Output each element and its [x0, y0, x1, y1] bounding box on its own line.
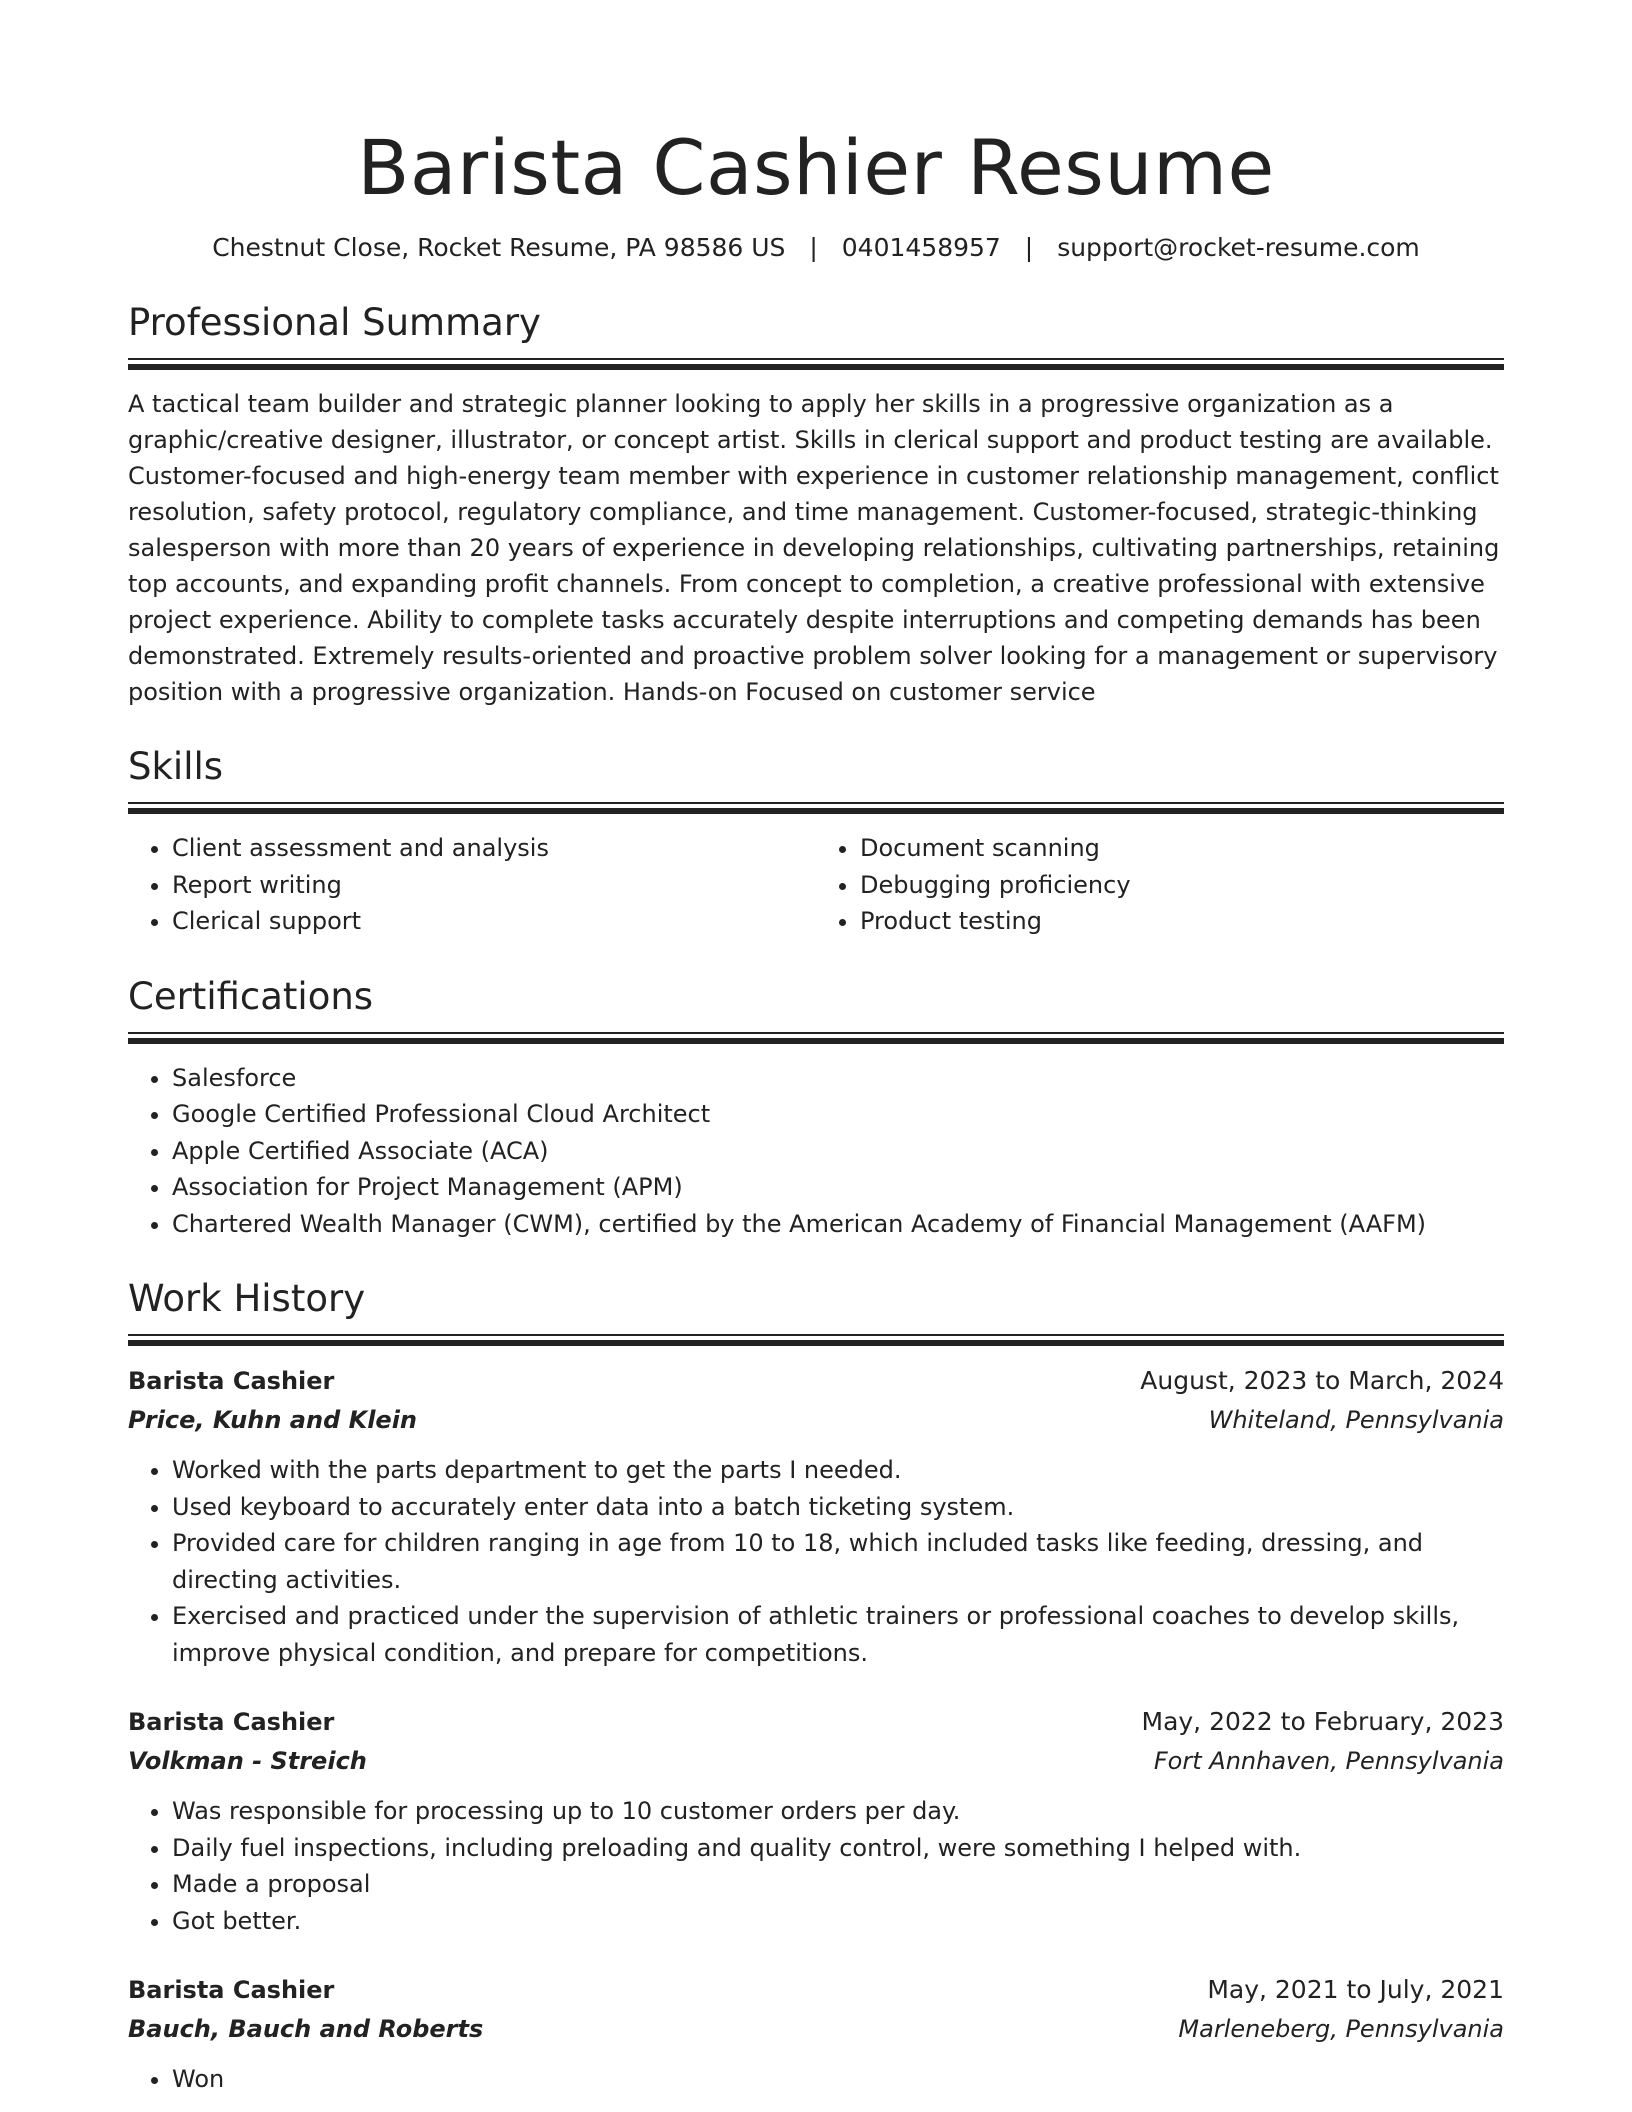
section-divider: [128, 802, 1504, 804]
job-bullet: • Was responsible for processing up to 10 customer orders per day.: [172, 1793, 1504, 1830]
certifications-list: [128, 1060, 1504, 1243]
certification-item: • Association for Project Management (APM): [172, 1169, 1504, 1206]
resume-header: [128, 0, 1504, 266]
job-bullets: [128, 1452, 1504, 1671]
skill-item: • Product testing: [860, 903, 1504, 940]
job-location: Whiteland, Pennsylvania: [1208, 1406, 1504, 1434]
job-bullets: [128, 2061, 1504, 2098]
job-dates: May, 2021 to July, 2021: [1207, 1975, 1504, 2004]
certifications-heading: Certifications: [128, 974, 374, 1018]
job-bullet: • Exercised and practiced under the supervision of athletic trainers or professional coaches to develop skills, improve physical condition, and prepare for competitions.: [172, 1598, 1504, 1671]
job-bullet: • Worked with the parts department to get the parts I needed.: [172, 1452, 1504, 1489]
job-location: Marleneberg, Pennsylvania: [1178, 2015, 1504, 2043]
job-company: Volkman - Streich: [128, 1747, 367, 1775]
certifications-section: [128, 974, 1504, 1243]
work-history-heading: Work History: [128, 1277, 366, 1320]
contact-phone: 0401458957: [841, 233, 1001, 262]
job-company-row: [128, 1400, 1504, 1440]
job-company-row: [128, 2009, 1504, 2049]
contact-email: support@rocket-resume.com: [1057, 233, 1420, 262]
certifications-items: [128, 1060, 1504, 1243]
section-divider: [128, 1334, 1504, 1336]
resume-title: Barista Cashier Resume: [357, 123, 1275, 212]
summary-body: [128, 386, 1504, 710]
job-company-row: [128, 1741, 1504, 1781]
job-title-row: [128, 1971, 1504, 2009]
job-bullet: • Won: [172, 2061, 1504, 2098]
job-entry: [128, 1703, 1504, 1939]
skill-item: • Debugging proficiency: [860, 867, 1504, 904]
job-title-row: [128, 1362, 1504, 1400]
skills-list: [128, 830, 1504, 940]
job-entry: [128, 1971, 1504, 2098]
skill-item: • Client assessment and analysis: [172, 830, 816, 867]
job-bullet: • Made a proposal: [172, 1866, 1504, 1903]
job-entry: [128, 1362, 1504, 1671]
job-bullet: • Provided care for children ranging in age from 10 to 18, which included tasks like feeding, dressing, and directing activities.: [172, 1525, 1504, 1598]
work-history-section: [128, 1276, 1504, 2098]
skills-heading: Skills: [128, 745, 224, 788]
job-dates: August, 2023 to March, 2024: [1140, 1366, 1504, 1395]
job-bullet: • Daily fuel inspections, including preloading and quality control, were something I helped with.: [172, 1830, 1504, 1867]
job-title: Barista Cashier: [128, 1367, 335, 1395]
job-bullets: [128, 1793, 1504, 1939]
job-company: Bauch, Bauch and Roberts: [128, 2015, 484, 2043]
contact-line: [128, 230, 1504, 266]
job-title: Barista Cashier: [128, 1976, 335, 2004]
summary-section: [128, 300, 1504, 710]
skill-item: • Clerical support: [172, 903, 816, 940]
skill-item: • Report writing: [172, 867, 816, 904]
job-title-row: [128, 1703, 1504, 1741]
section-divider: [128, 358, 1504, 360]
summary-text: A tactical team builder and strategic planner looking to apply her skills in a progressive organization as a graphic/creative designer, illustrator, or concept artist. Skills in clerical support and product testing are available. Customer-focused and high-energy team member with experience in customer relationship management, conflict resolution, safety protocol, regulatory compliance, and time management. Customer-focused, strategic-thinking salesperson with more than 20 years of experience in developing relationships, cultivating partnerships, retaining top accounts, and expanding profit channels. From concept to completion, a creative professional with extensive project experience. Ability to complete tasks accurately despite interruptions and competing demands has been demonstrated. Extremely results-oriented and proactive problem solver looking for a management or supervisory position with a progressive organization. Hands-on Focused on customer service: [128, 390, 1500, 706]
job-bullet: • Got better.: [172, 1903, 1504, 1940]
certification-item: • Apple Certified Associate (ACA): [172, 1133, 1504, 1170]
certification-item: • Salesforce: [172, 1060, 1504, 1097]
skills-column-left: [128, 830, 816, 940]
section-divider: [128, 1032, 1504, 1034]
skills-section: [128, 744, 1504, 940]
work-history-list: [128, 1362, 1504, 2098]
summary-heading: Professional Summary: [128, 301, 541, 344]
job-title: Barista Cashier: [128, 1708, 335, 1736]
contact-separator: |: [809, 233, 818, 262]
contact-separator: |: [1024, 233, 1034, 262]
contact-address: Chestnut Close, Rocket Resume, PA 98586 US: [212, 233, 786, 262]
certification-item: • Chartered Wealth Manager (CWM), certified by the American Academy of Financial Management (AAFM): [172, 1206, 1504, 1243]
skill-item: • Document scanning: [860, 830, 1504, 867]
job-location: Fort Annhaven, Pennsylvania: [1153, 1747, 1504, 1775]
job-company: Price, Kuhn and Klein: [128, 1406, 418, 1434]
job-dates: May, 2022 to February, 2023: [1141, 1707, 1504, 1736]
skills-column-right: [816, 830, 1504, 940]
certification-item: • Google Certified Professional Cloud Architect: [172, 1096, 1504, 1133]
job-bullet: • Used keyboard to accurately enter data into a batch ticketing system.: [172, 1489, 1504, 1526]
